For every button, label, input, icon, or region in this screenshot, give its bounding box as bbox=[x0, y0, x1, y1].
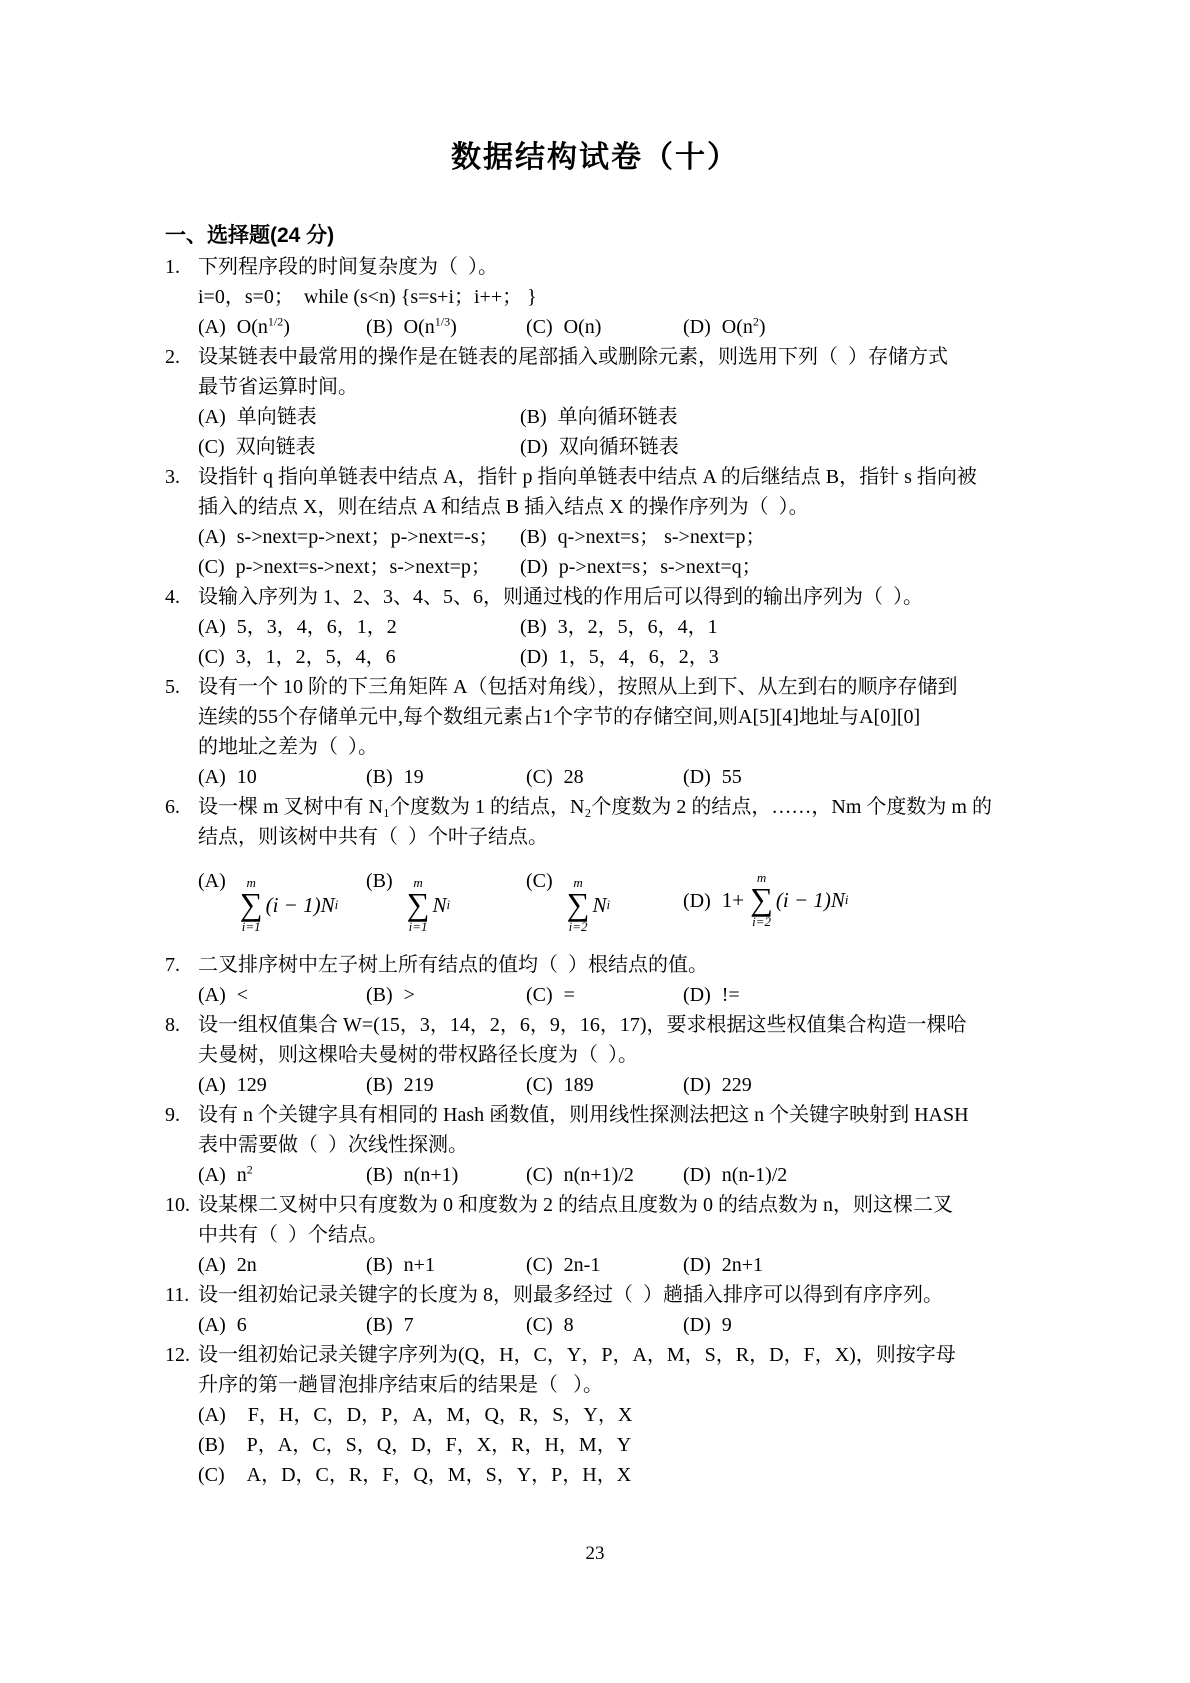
sum-upper-limit: m bbox=[573, 875, 583, 890]
formula-body: (i − 1)N bbox=[775, 888, 845, 912]
content-area bbox=[0, 222, 1190, 1490]
question-text: 设一组权值集合 W=(15，3，14，2，6，9，16，17)，要求根据这些权值集合构造一棵哈 bbox=[198, 1014, 967, 1036]
option-text bbox=[722, 1074, 752, 1096]
option bbox=[526, 762, 683, 792]
option-text bbox=[722, 766, 742, 788]
question-text: 设某链表中最常用的操作是在链表的尾部插入或删除元素，则选用下列（ ）存储方式 bbox=[198, 346, 948, 368]
option-label: (B) bbox=[520, 616, 547, 638]
option-label: (B) bbox=[366, 1164, 393, 1186]
question-block bbox=[165, 582, 1040, 672]
text-segment: 7 bbox=[403, 1314, 414, 1336]
question-number: 1. bbox=[165, 256, 180, 278]
option-text bbox=[404, 1074, 434, 1096]
option-label: (C) bbox=[526, 316, 553, 338]
formula-body: N bbox=[592, 893, 607, 917]
question-text-line bbox=[165, 1040, 1040, 1070]
question-block bbox=[165, 462, 1040, 582]
question-text-line bbox=[165, 372, 1040, 402]
question-text: 设某棵二叉树中只有度数为 0 和度数为 2 的结点且度数为 0 的结点数为 n，则这棵二叉 bbox=[198, 1194, 953, 1216]
question-text: 设一组初始记录关键字序列为(Q，H，C，Y，P，A，M，S，R，D，F，X)，则按字母 bbox=[198, 1344, 956, 1366]
options-row bbox=[198, 980, 1040, 1010]
question-text: 插入的结点 X，则在结点 A 和结点 B 插入结点 X 的操作序列为（ ）。 bbox=[198, 496, 809, 518]
text-segment: 9 bbox=[721, 1314, 732, 1336]
option bbox=[526, 1310, 683, 1340]
option-label: (C) bbox=[526, 984, 553, 1006]
option-label: (A) bbox=[198, 766, 226, 788]
option bbox=[366, 312, 526, 342]
text-segment: ) bbox=[283, 316, 290, 338]
option-label: (D) bbox=[683, 766, 711, 788]
question-text: 设一棵 m 叉树中有 N₁个度数为 1 的结点，N₂个度数为 2 的结点，……，Nm 个度数为 m 的 bbox=[198, 796, 992, 818]
option-label: (A) bbox=[198, 1254, 226, 1276]
question-block bbox=[165, 1340, 1040, 1490]
sigma-symbol: ∑ bbox=[566, 886, 590, 922]
formula-prefix: 1+ bbox=[721, 888, 745, 912]
question-text: 设输入序列为 1、2、3、4、5、6，则通过栈的作用后可以得到的输出序列为（ ）。 bbox=[198, 586, 923, 608]
question-text-line bbox=[165, 582, 1040, 612]
text-segment: 219 bbox=[403, 1074, 434, 1096]
text-segment: < bbox=[236, 984, 249, 1006]
option bbox=[366, 1250, 526, 1280]
formula: m ∑ i=2 N i bbox=[566, 875, 611, 934]
superscript: 1/3 bbox=[434, 314, 451, 329]
text-segment: 8 bbox=[563, 1314, 574, 1336]
option-label: (D) bbox=[683, 316, 711, 338]
question-block bbox=[165, 672, 1040, 792]
option bbox=[198, 642, 520, 672]
text-segment: q->next=s； s->next=p； bbox=[557, 526, 766, 548]
option-label: (C) bbox=[526, 1314, 553, 1336]
option-label: (B) bbox=[520, 406, 547, 428]
option-text bbox=[237, 766, 257, 788]
question-block bbox=[165, 792, 1040, 950]
option-label: (A) bbox=[198, 526, 226, 548]
options-row bbox=[198, 612, 1040, 672]
text-segment: n bbox=[236, 1164, 247, 1186]
option-text bbox=[559, 436, 679, 458]
option-label: (A) bbox=[198, 870, 226, 892]
option-text bbox=[404, 984, 415, 1006]
option-text bbox=[564, 316, 602, 338]
text-segment: 129 bbox=[236, 1074, 267, 1096]
formula: m ∑ i=1 (i − 1)N i bbox=[239, 875, 339, 934]
question-text: 设有 n 个关键字具有相同的 Hash 函数值，则用线性探测法把这 n 个关键字映射到 HASH bbox=[198, 1104, 969, 1126]
text-segment: 单向循环链表 bbox=[557, 406, 678, 428]
option-text bbox=[247, 1464, 632, 1486]
text-segment: O(n bbox=[721, 316, 753, 338]
option-text bbox=[237, 984, 248, 1006]
question-block bbox=[165, 1280, 1040, 1340]
text-segment: A，D，C，R，F，Q，M，S，Y，P，H，X bbox=[246, 1464, 632, 1486]
options-row bbox=[198, 1070, 1040, 1100]
option-text bbox=[237, 406, 317, 428]
sum-lower-limit: i=1 bbox=[408, 919, 428, 934]
option bbox=[366, 980, 526, 1010]
options-row bbox=[198, 1310, 1040, 1340]
question-text-line bbox=[165, 342, 1040, 372]
option bbox=[198, 1310, 366, 1340]
text-segment: 28 bbox=[563, 766, 584, 788]
question-number: 11. bbox=[165, 1284, 190, 1306]
option-label: (B) bbox=[366, 984, 393, 1006]
option-text bbox=[564, 1074, 594, 1096]
text-segment: P，A，C，S，Q，D，F，X，R，H，M，Y bbox=[246, 1434, 632, 1456]
option-text bbox=[404, 316, 457, 338]
text-segment: n+1 bbox=[403, 1254, 435, 1276]
option-label: (A) bbox=[198, 1164, 226, 1186]
questions-list bbox=[165, 252, 1040, 1490]
option-text bbox=[404, 1164, 459, 1186]
question-number: 2. bbox=[165, 346, 180, 368]
sigma-symbol: ∑ bbox=[750, 881, 773, 917]
question-text-line bbox=[165, 672, 1040, 702]
sigma-symbol: ∑ bbox=[406, 886, 430, 922]
option-text bbox=[404, 766, 424, 788]
option-text bbox=[237, 1164, 253, 1186]
option bbox=[526, 1250, 683, 1280]
text-segment: ) bbox=[758, 316, 766, 338]
question-number: 3. bbox=[165, 466, 180, 488]
option-label: (D) bbox=[520, 646, 548, 668]
question-number: 7. bbox=[165, 954, 180, 976]
question-text: 二叉排序树中左子树上所有结点的值均（ ）根结点的值。 bbox=[198, 954, 708, 976]
option-label: (D) bbox=[520, 556, 548, 578]
option-text bbox=[559, 556, 762, 578]
text-segment: 19 bbox=[403, 766, 424, 788]
option-label: (D) bbox=[520, 436, 548, 458]
options-row bbox=[198, 1160, 1040, 1190]
text-segment: 2n+1 bbox=[721, 1254, 764, 1276]
option-label: (A) bbox=[198, 406, 226, 428]
formula: 1+ m ∑ i=2 (i − 1)N i bbox=[721, 870, 849, 929]
text-segment: 2n-1 bbox=[563, 1254, 601, 1276]
option bbox=[683, 1160, 1040, 1190]
question-text: 设有一个 10 阶的下三角矩阵 A（包括对角线），按照从上到下、从左到右的顺序存储到 bbox=[198, 676, 958, 698]
question-text-line bbox=[165, 1190, 1040, 1220]
question-text-line bbox=[165, 702, 1040, 732]
question-text-line bbox=[165, 1130, 1040, 1160]
text-segment: O(n) bbox=[563, 316, 602, 338]
text-segment: 双向循环链表 bbox=[558, 436, 679, 458]
option-text bbox=[237, 616, 397, 638]
option-text bbox=[237, 1254, 257, 1276]
text-segment: 55 bbox=[721, 766, 742, 788]
page-number: 23 bbox=[585, 1543, 605, 1564]
superscript: 1/2 bbox=[267, 314, 284, 329]
formula-body: N bbox=[432, 893, 447, 917]
option-label: (B) bbox=[198, 1434, 225, 1456]
text-segment: = bbox=[563, 984, 575, 1006]
code-text: i=0，s=0； while (s<n) {s=s+i；i++； } bbox=[198, 286, 537, 308]
question-block bbox=[165, 1190, 1040, 1280]
question-number: 10. bbox=[165, 1194, 190, 1216]
question-text-line bbox=[165, 1100, 1040, 1130]
sum-lower-limit: i=2 bbox=[752, 914, 771, 929]
option-text bbox=[237, 316, 290, 338]
option bbox=[198, 1400, 1040, 1430]
text-segment: O(n bbox=[403, 316, 435, 338]
option-text bbox=[237, 1314, 247, 1336]
text-segment: 5，3，4，6，1，2 bbox=[236, 616, 397, 638]
option-text bbox=[236, 646, 396, 668]
superscript: 2 bbox=[246, 1162, 253, 1177]
options-row bbox=[198, 762, 1040, 792]
text-segment: 双向链表 bbox=[235, 436, 316, 458]
question-number: 12. bbox=[165, 1344, 190, 1366]
option bbox=[198, 612, 520, 642]
option bbox=[198, 762, 366, 792]
question-block bbox=[165, 342, 1040, 462]
option bbox=[683, 312, 1040, 342]
summation-icon bbox=[240, 876, 263, 934]
question-text-line bbox=[165, 462, 1040, 492]
sum-lower-limit: i=2 bbox=[568, 919, 588, 934]
question-text: 的地址之差为（ ）。 bbox=[198, 736, 378, 758]
option bbox=[520, 612, 1040, 642]
option-label: (C) bbox=[526, 1074, 553, 1096]
text-segment: F，H，C，D，P，A，M，Q，R，S，Y，X bbox=[247, 1404, 633, 1426]
summation-icon bbox=[407, 876, 430, 934]
option-label: (C) bbox=[198, 1464, 225, 1486]
question-number: 6. bbox=[165, 796, 180, 818]
option-text bbox=[722, 984, 740, 1006]
option bbox=[198, 1160, 366, 1190]
question-number: 8. bbox=[165, 1014, 180, 1036]
option bbox=[526, 1070, 683, 1100]
option bbox=[198, 866, 366, 934]
options-row bbox=[198, 312, 1040, 342]
question-number: 5. bbox=[165, 676, 180, 698]
option bbox=[683, 980, 1040, 1010]
option-label: (A) bbox=[198, 1404, 226, 1426]
option-text bbox=[564, 1164, 634, 1186]
option-label: (C) bbox=[198, 436, 225, 458]
option-text bbox=[564, 1314, 574, 1336]
sum-lower-limit: i=1 bbox=[241, 919, 261, 934]
question-text: 结点，则该树中共有（ ）个叶子结点。 bbox=[198, 826, 548, 848]
question-number: 9. bbox=[165, 1104, 180, 1126]
question-text: 设指针 q 指向单链表中结点 A，指针 p 指向单链表中结点 A 的后继结点 B，指针 s 指向被 bbox=[198, 466, 977, 488]
text-segment: 10 bbox=[236, 766, 257, 788]
text-segment: 6 bbox=[236, 1314, 247, 1336]
question-text: 最节省运算时间。 bbox=[198, 376, 358, 398]
text-segment: > bbox=[403, 984, 415, 1006]
question-text: 连续的55个存储单元中,每个数组元素占1个字节的存储空间,则A[5][4]地址与A[0][0] bbox=[198, 706, 921, 728]
section-heading: 一、选择题(24 分) bbox=[165, 224, 335, 247]
option-text bbox=[247, 1434, 632, 1456]
option bbox=[198, 312, 366, 342]
option bbox=[198, 1430, 1040, 1460]
option-label: (B) bbox=[520, 526, 547, 548]
option bbox=[520, 402, 1040, 432]
question-block bbox=[165, 252, 1040, 342]
question-text: 下列程序段的时间复杂度为（ ）。 bbox=[198, 256, 498, 278]
option-text bbox=[722, 316, 766, 338]
question-text-line bbox=[165, 252, 1040, 282]
option-label: (B) bbox=[366, 1314, 393, 1336]
question-text-line bbox=[165, 1280, 1040, 1310]
sum-upper-limit: m bbox=[246, 875, 256, 890]
option bbox=[683, 871, 1040, 929]
option-text bbox=[558, 526, 766, 548]
question-block bbox=[165, 950, 1040, 1010]
option-label: (D) bbox=[683, 1314, 711, 1336]
option bbox=[366, 762, 526, 792]
option bbox=[683, 762, 1040, 792]
option-text bbox=[404, 1314, 414, 1336]
option-text bbox=[558, 616, 718, 638]
option bbox=[366, 866, 526, 934]
formula: m ∑ i=1 N i bbox=[406, 875, 451, 934]
text-segment: 3，2，5，6，4，1 bbox=[557, 616, 718, 638]
options-row bbox=[198, 852, 1040, 950]
option-label: (A) bbox=[198, 1074, 226, 1096]
superscript: 2 bbox=[752, 314, 759, 329]
formula-body: (i − 1)N bbox=[265, 893, 335, 917]
question-text: 中共有（ ）个结点。 bbox=[198, 1224, 388, 1246]
text-segment: n(n+1) bbox=[403, 1164, 459, 1186]
text-segment: n(n+1)/2 bbox=[563, 1164, 634, 1186]
option bbox=[366, 1160, 526, 1190]
option bbox=[198, 402, 520, 432]
option-label: (D) bbox=[683, 1074, 711, 1096]
question-text: 表中需要做（ ）次线性探测。 bbox=[198, 1134, 468, 1156]
sigma-symbol: ∑ bbox=[239, 886, 263, 922]
question-text-line bbox=[165, 492, 1040, 522]
text-segment: 1，5，4，6，2，3 bbox=[558, 646, 719, 668]
options-row bbox=[198, 1250, 1040, 1280]
option-label: (D) bbox=[683, 1254, 711, 1276]
text-segment: 229 bbox=[721, 1074, 752, 1096]
option bbox=[520, 522, 1040, 552]
option bbox=[683, 1310, 1040, 1340]
text-segment: p->next=s->next；s->next=p； bbox=[235, 556, 491, 578]
option-label: (D) bbox=[683, 890, 711, 912]
options-row bbox=[198, 402, 1040, 462]
options-row bbox=[198, 522, 1040, 582]
option-text bbox=[404, 1254, 435, 1276]
text-segment: s->next=p->next；p->next=-s； bbox=[236, 526, 499, 548]
option bbox=[198, 1250, 366, 1280]
option bbox=[526, 1160, 683, 1190]
question-block bbox=[165, 1100, 1040, 1190]
option-label: (A) bbox=[198, 616, 226, 638]
option-label: (B) bbox=[366, 766, 393, 788]
option-text bbox=[564, 1254, 601, 1276]
text-segment: ) bbox=[450, 316, 457, 338]
option bbox=[198, 980, 366, 1010]
option bbox=[520, 642, 1040, 672]
question-block bbox=[165, 1010, 1040, 1100]
option bbox=[520, 432, 1040, 462]
text-segment: 189 bbox=[563, 1074, 594, 1096]
option bbox=[526, 866, 683, 934]
question-text-line bbox=[165, 732, 1040, 762]
question-number: 4. bbox=[165, 586, 180, 608]
option-label: (C) bbox=[526, 766, 553, 788]
option bbox=[366, 1070, 526, 1100]
option-text bbox=[558, 406, 678, 428]
option-text bbox=[564, 984, 575, 1006]
question-text: 夫曼树，则这棵哈夫曼树的带权路径长度为（ ）。 bbox=[198, 1044, 638, 1066]
option-label: (C) bbox=[198, 646, 225, 668]
text-segment: 单向链表 bbox=[236, 406, 317, 428]
option bbox=[526, 980, 683, 1010]
text-segment: 3，1，2，5，4，6 bbox=[235, 646, 396, 668]
text-segment: n(n-1)/2 bbox=[721, 1164, 788, 1186]
option-label: (A) bbox=[198, 984, 226, 1006]
option-label: (C) bbox=[526, 1164, 553, 1186]
question-text-line bbox=[165, 1340, 1040, 1370]
code-line bbox=[165, 282, 1040, 312]
text-segment: p->next=s；s->next=q； bbox=[558, 556, 762, 578]
option-text bbox=[237, 526, 499, 548]
text-segment: != bbox=[721, 984, 740, 1006]
option bbox=[198, 1070, 366, 1100]
question-text: 设一组初始记录关键字的长度为 8，则最多经过（ ）趟插入排序可以得到有序序列。 bbox=[198, 1284, 943, 1306]
option bbox=[683, 1070, 1040, 1100]
option bbox=[198, 432, 520, 462]
text-segment: O(n bbox=[236, 316, 268, 338]
sum-upper-limit: m bbox=[413, 875, 423, 890]
option-label: (A) bbox=[198, 1314, 226, 1336]
text-segment: 2n bbox=[236, 1254, 257, 1276]
option-label: (B) bbox=[366, 1254, 393, 1276]
option bbox=[520, 552, 1040, 582]
option-text bbox=[559, 646, 719, 668]
option bbox=[366, 1310, 526, 1340]
option-label: (B) bbox=[366, 316, 393, 338]
option-text bbox=[722, 1164, 788, 1186]
option-label: (D) bbox=[683, 1164, 711, 1186]
question-text: 升序的第一趟冒泡排序结束后的结果是（ ）。 bbox=[198, 1374, 603, 1396]
question-text-line bbox=[165, 822, 1040, 852]
option-label: (B) bbox=[366, 1074, 393, 1096]
question-text-line bbox=[165, 1370, 1040, 1400]
option-label: (D) bbox=[683, 984, 711, 1006]
option-text bbox=[236, 556, 491, 578]
option bbox=[198, 522, 520, 552]
option-label: (C) bbox=[526, 1254, 553, 1276]
option-label: (C) bbox=[198, 556, 225, 578]
summation-icon bbox=[750, 871, 773, 929]
question-text-line bbox=[165, 950, 1040, 980]
option bbox=[198, 552, 520, 582]
question-text-line bbox=[165, 792, 1040, 822]
option-label: (B) bbox=[366, 870, 393, 892]
option bbox=[198, 1460, 1040, 1490]
question-text-line bbox=[165, 1010, 1040, 1040]
option-text bbox=[722, 1314, 732, 1336]
option-text bbox=[237, 1074, 267, 1096]
option-text bbox=[564, 766, 584, 788]
sum-upper-limit: m bbox=[756, 870, 767, 885]
page-title: 数据结构试卷（十） bbox=[451, 141, 739, 174]
options-row bbox=[198, 1400, 1040, 1490]
option bbox=[526, 312, 683, 342]
question-text-line bbox=[165, 1220, 1040, 1250]
option-text bbox=[236, 436, 316, 458]
summation-icon bbox=[567, 876, 590, 934]
option-text bbox=[722, 1254, 763, 1276]
option bbox=[683, 1250, 1040, 1280]
option-text bbox=[248, 1404, 633, 1426]
option-label: (A) bbox=[198, 316, 226, 338]
option-label: (C) bbox=[526, 870, 553, 892]
